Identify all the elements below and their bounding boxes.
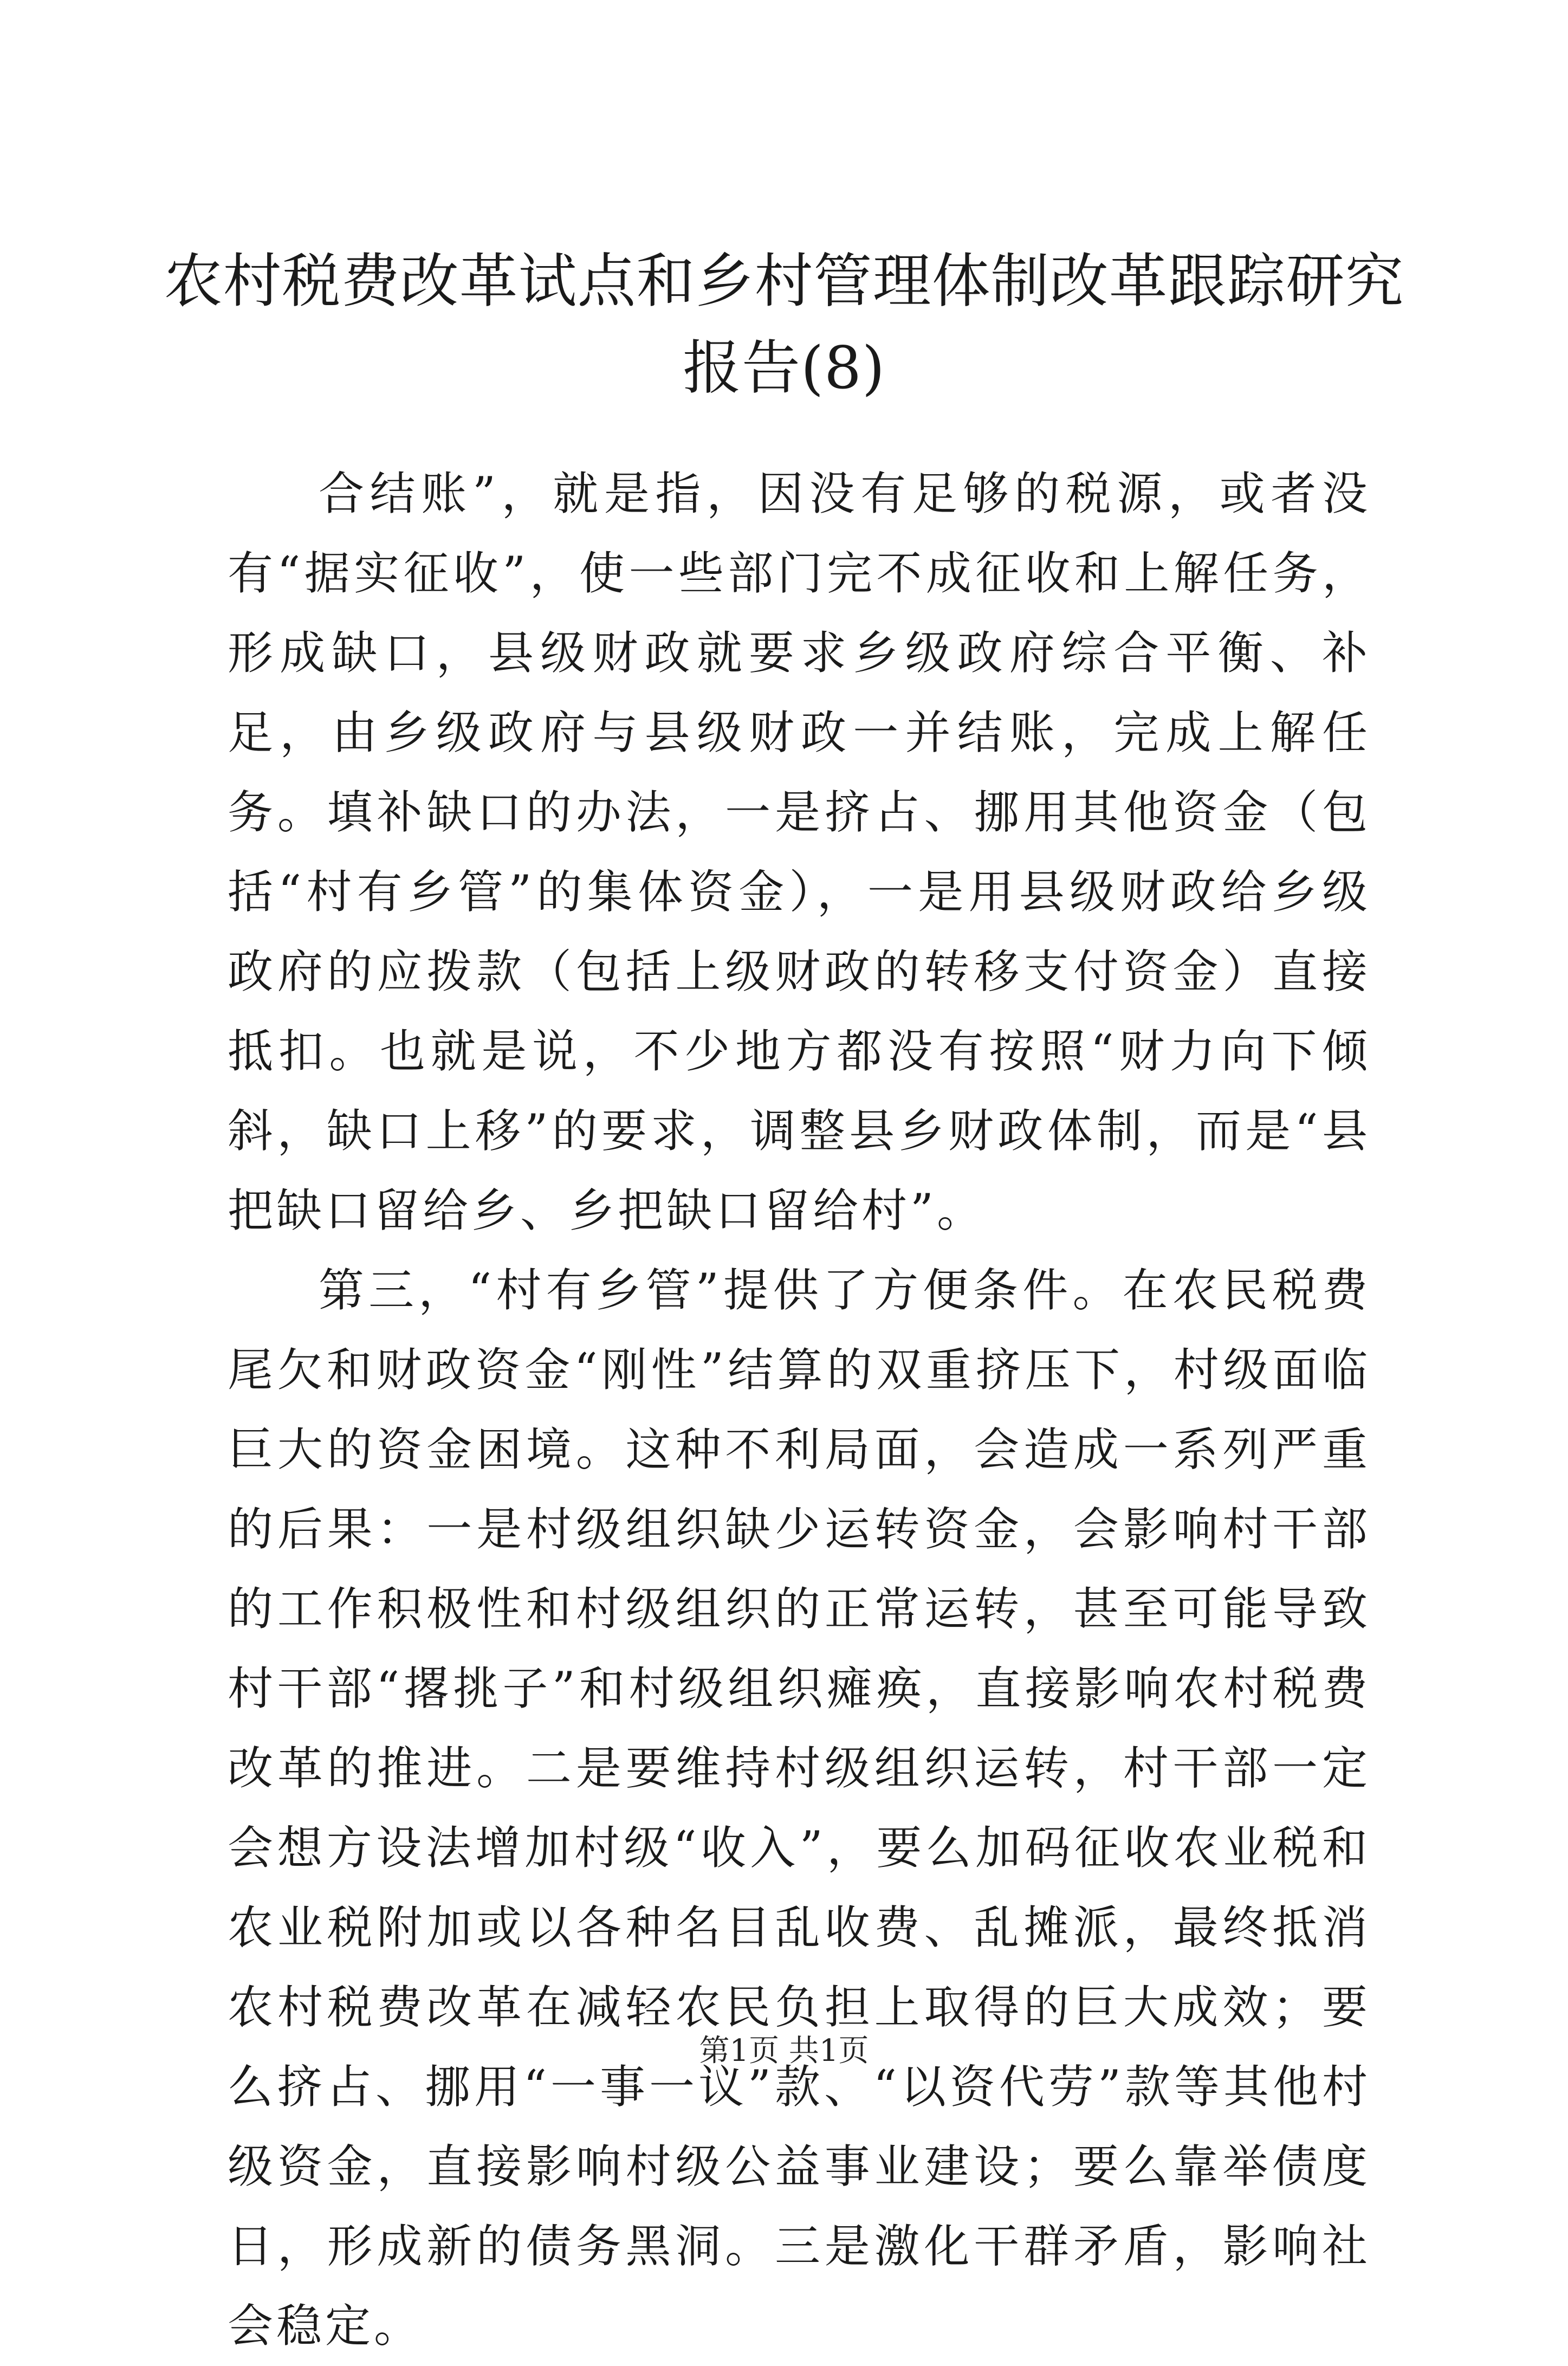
- document-title: 农村税费改革试点和乡村管理体制改革跟踪研究报告(8): [164, 248, 1404, 402]
- page-footer: 第1页 共1页: [699, 2033, 869, 2068]
- document-body: [228, 454, 1371, 2366]
- paragraph-1: 合结账”，就是指，因没有足够的税源，或者没有“据实征收”，使一些部门完不成征收和上解任务，形成缺口，县级财政就要求乡级政府综合平衡、补足，由乡级政府与县级财政一并结账，完成上解任务。填补缺口的办法，一是挤占、挪用其他资金（包括“村有乡管”的集体资金），一是用县级财政给乡级政府的应拨款（包括上级财政的转移支付资金）直接抵扣。也就是说，不少地方都没有按照“财力向下倾斜，缺口上移”的要求，调整县乡财政体制，而是“县把缺口留给乡、乡把缺口留给村”。: [228, 467, 1371, 1237]
- paragraph-2: 第三，“村有乡管”提供了方便条件。在农民税费尾欠和财政资金“刚性”结算的双重挤压下，村级面临巨大的资金困境。这种不利局面，会造成一系列严重的后果：一是村级组织缺少运转资金，会影响村干部的工作积极性和村级组织的正常运转，甚至可能导致村干部“撂挑子”和村级组织瘫痪，直接影响农村税费改革的推进。二是要维持村级组织运转，村干部一定会想方设法增加村级“收入”，要么加码征收农业税和农业税附加或以各种名目乱收费、乱摊派，最终抵消农村税费改革在减轻农民负担上取得的巨大成效；要么挤占、挪用“一事一议”款、“以资代劳”款等其他村级资金，直接影响村级公益事业建设；要么靠举债度日，形成新的债务黑洞。三是激化干群矛盾，影响社会稳定。: [228, 1264, 1371, 2352]
